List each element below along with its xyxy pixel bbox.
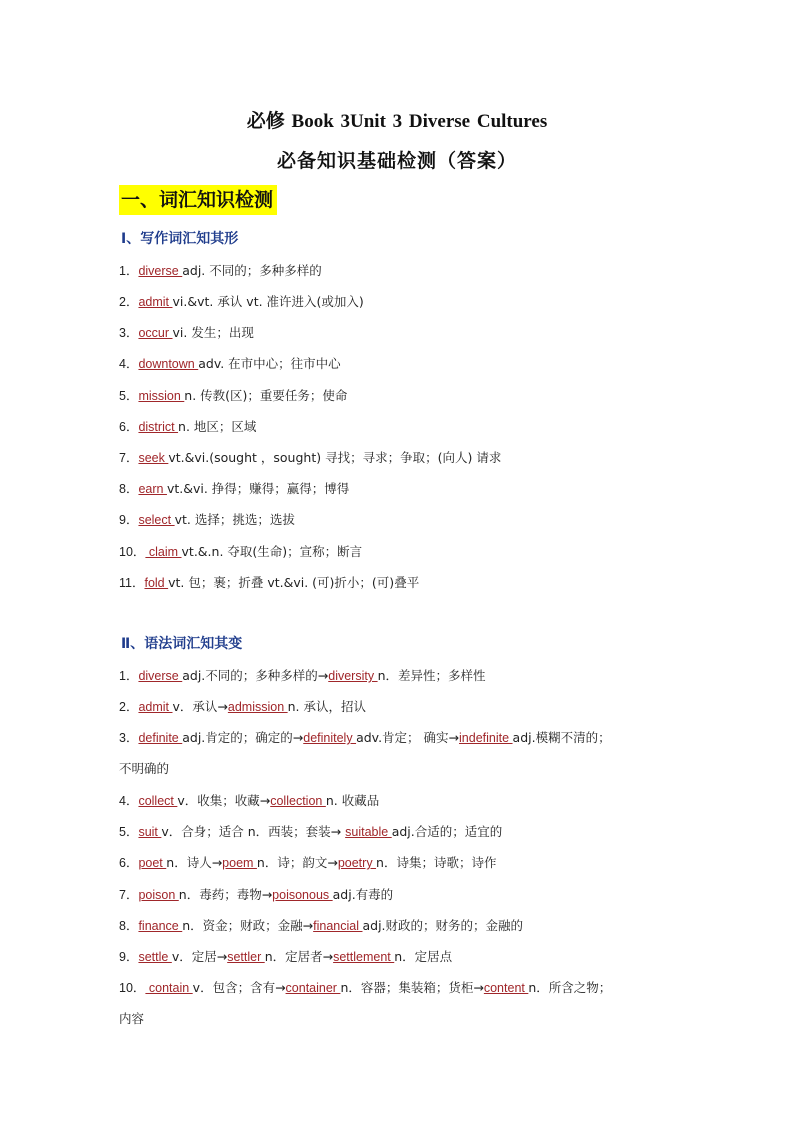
answer-word: diverse	[138, 669, 183, 683]
item-number: 3．	[119, 326, 139, 340]
vocab-item	[119, 510, 295, 528]
vocab-item	[119, 354, 341, 372]
document-subtitle: 必备知识基础检测（答案）	[276, 151, 517, 172]
item-text: adj.财政的；财务的；金融的	[362, 918, 524, 933]
item-definition: n. 传教(区)；重要任务；使命	[184, 388, 348, 403]
item-number: 5．	[119, 389, 139, 403]
vocab-item	[119, 448, 501, 466]
answer-word: mission	[138, 389, 185, 403]
word-form-item	[119, 853, 496, 871]
item-text: n．定居者→	[264, 949, 334, 964]
item-text: v．定居→	[171, 949, 228, 964]
document-title: 必修 Book 3Unit 3 Diverse Cultures	[246, 111, 548, 132]
answer-word: indefinite	[459, 731, 513, 745]
item-text: adv.肯定； 确实→	[356, 730, 460, 745]
vocab-item	[119, 323, 254, 341]
answer-word: downtown	[138, 357, 199, 371]
item-text: v．包含；含有→	[192, 980, 286, 995]
answer-word: claim	[145, 545, 182, 559]
item-number: 4．	[119, 794, 139, 808]
item-text: n. 收藏品	[325, 793, 380, 808]
word-form-item	[119, 822, 502, 840]
item-text: n．差异性；多样性	[377, 668, 486, 683]
answer-word: suitable	[345, 825, 392, 839]
answer-word: settlement	[333, 950, 395, 964]
item-number: 10．	[119, 545, 146, 559]
item-number: 3．	[119, 731, 139, 745]
item-text: n．容器；集装箱；货柜→	[340, 980, 484, 995]
item-continuation: 内容	[119, 1011, 145, 1026]
answer-word: occur	[138, 326, 173, 340]
answer-word: diverse	[138, 264, 183, 278]
answer-word: collection	[270, 794, 326, 808]
word-form-item	[119, 666, 486, 684]
item-text: adj.不同的；多种多样的→	[182, 668, 329, 683]
item-text: n．定居点	[394, 949, 453, 964]
part2-heading: Ⅱ、语法词汇知其变	[121, 636, 243, 652]
answer-word: diversity	[328, 669, 378, 683]
item-continuation: 不明确的	[119, 761, 170, 776]
vocab-item	[119, 542, 362, 560]
answer-word: financial	[313, 919, 363, 933]
answer-word: district	[138, 420, 179, 434]
item-text: v．收集；收藏→	[177, 793, 271, 808]
item-number: 9．	[119, 950, 139, 964]
item-number: 6．	[119, 856, 139, 870]
item-number: 7．	[119, 451, 139, 465]
item-text: v．合身；适合 n．西装；套装→	[161, 824, 346, 839]
item-text: adj.模糊不清的；	[512, 730, 611, 745]
item-text: v．承认→	[172, 699, 228, 714]
word-form-item	[119, 791, 379, 809]
answer-word: definite	[138, 731, 183, 745]
answer-word: finance	[138, 919, 183, 933]
answer-word: poison	[138, 888, 179, 902]
word-form-item	[119, 697, 366, 715]
answer-word: admission	[227, 700, 288, 714]
answer-word: settle	[138, 950, 172, 964]
answer-word: definitely	[303, 731, 357, 745]
item-number: 5．	[119, 825, 139, 839]
item-number: 1．	[119, 669, 139, 683]
vocab-item	[119, 386, 347, 404]
item-text: n．诗；韵文→	[256, 855, 338, 870]
answer-word: suit	[138, 825, 162, 839]
item-text: n．毒药；毒物→	[178, 887, 273, 902]
item-text: n．资金；财政；金融→	[182, 918, 314, 933]
item-number: 9．	[119, 513, 139, 527]
item-number: 10．	[119, 981, 146, 995]
item-definition: vi.&vt. 承认 vt. 准许进入(或加入)	[172, 294, 364, 309]
item-text: n. 承认，招认	[287, 699, 366, 714]
item-definition: n. 地区；区域	[178, 419, 257, 434]
answer-word: earn	[138, 482, 167, 496]
answer-word: contain	[145, 981, 193, 995]
answer-word: admit	[138, 700, 173, 714]
word-form-item	[119, 916, 523, 934]
item-number: 7．	[119, 888, 139, 902]
item-text: n．所含之物；	[528, 980, 612, 995]
item-definition: vt.&vi. 挣得；赚得；赢得；博得	[166, 481, 350, 496]
answer-word: poetry	[337, 856, 377, 870]
item-number: 8．	[119, 482, 139, 496]
vocab-item	[119, 417, 256, 435]
item-text: n．诗集；诗歌；诗作	[376, 855, 497, 870]
item-number: 4．	[119, 357, 139, 371]
item-number: 6．	[119, 420, 139, 434]
item-text: adj.合适的；适宜的	[391, 824, 503, 839]
answer-word: settler	[227, 950, 265, 964]
item-text: adj.肯定的；确定的→	[182, 730, 304, 745]
vocab-item	[119, 573, 419, 591]
item-number: 1．	[119, 264, 139, 278]
answer-word: admit	[138, 295, 173, 309]
item-number: 11．	[119, 576, 145, 590]
item-text: adj.有毒的	[332, 887, 394, 902]
item-definition: vt.&vi.(sought ，sought) 寻找；寻求；争取；(向人) 请求	[168, 450, 502, 465]
vocab-item	[119, 292, 364, 310]
item-number: 2．	[119, 295, 139, 309]
word-form-item	[119, 885, 393, 903]
vocab-item	[119, 261, 322, 279]
part1-heading: Ⅰ、写作词汇知其形	[121, 231, 239, 247]
item-definition: vt.&.n. 夺取(生命)；宣称；断言	[181, 544, 363, 559]
answer-word: select	[138, 513, 175, 527]
word-form-item	[119, 978, 611, 996]
item-definition: vt. 选择；挑选；选拔	[174, 512, 295, 527]
answer-word: container	[285, 981, 341, 995]
item-text: n．诗人→	[166, 855, 223, 870]
answer-word: poisonous	[272, 888, 333, 902]
answer-word: poem	[222, 856, 257, 870]
item-definition: vi. 发生；出现	[172, 325, 254, 340]
answer-word: collect	[138, 794, 178, 808]
section-heading-vocabulary: 一、词汇知识检测	[119, 185, 277, 215]
item-number: 2．	[119, 700, 139, 714]
item-definition: vt. 包；裹；折叠 vt.&vi. (可)折小；(可)叠平	[168, 575, 420, 590]
word-form-item	[119, 947, 452, 965]
answer-word: content	[483, 981, 529, 995]
vocab-item	[119, 479, 349, 497]
item-definition: adj. 不同的；多种多样的	[182, 263, 322, 278]
answer-word: fold	[144, 576, 169, 590]
answer-word: poet	[138, 856, 167, 870]
answer-word: seek	[138, 451, 169, 465]
item-definition: adv. 在市中心；往市中心	[198, 356, 341, 371]
word-form-item	[119, 728, 611, 746]
item-number: 8．	[119, 919, 139, 933]
